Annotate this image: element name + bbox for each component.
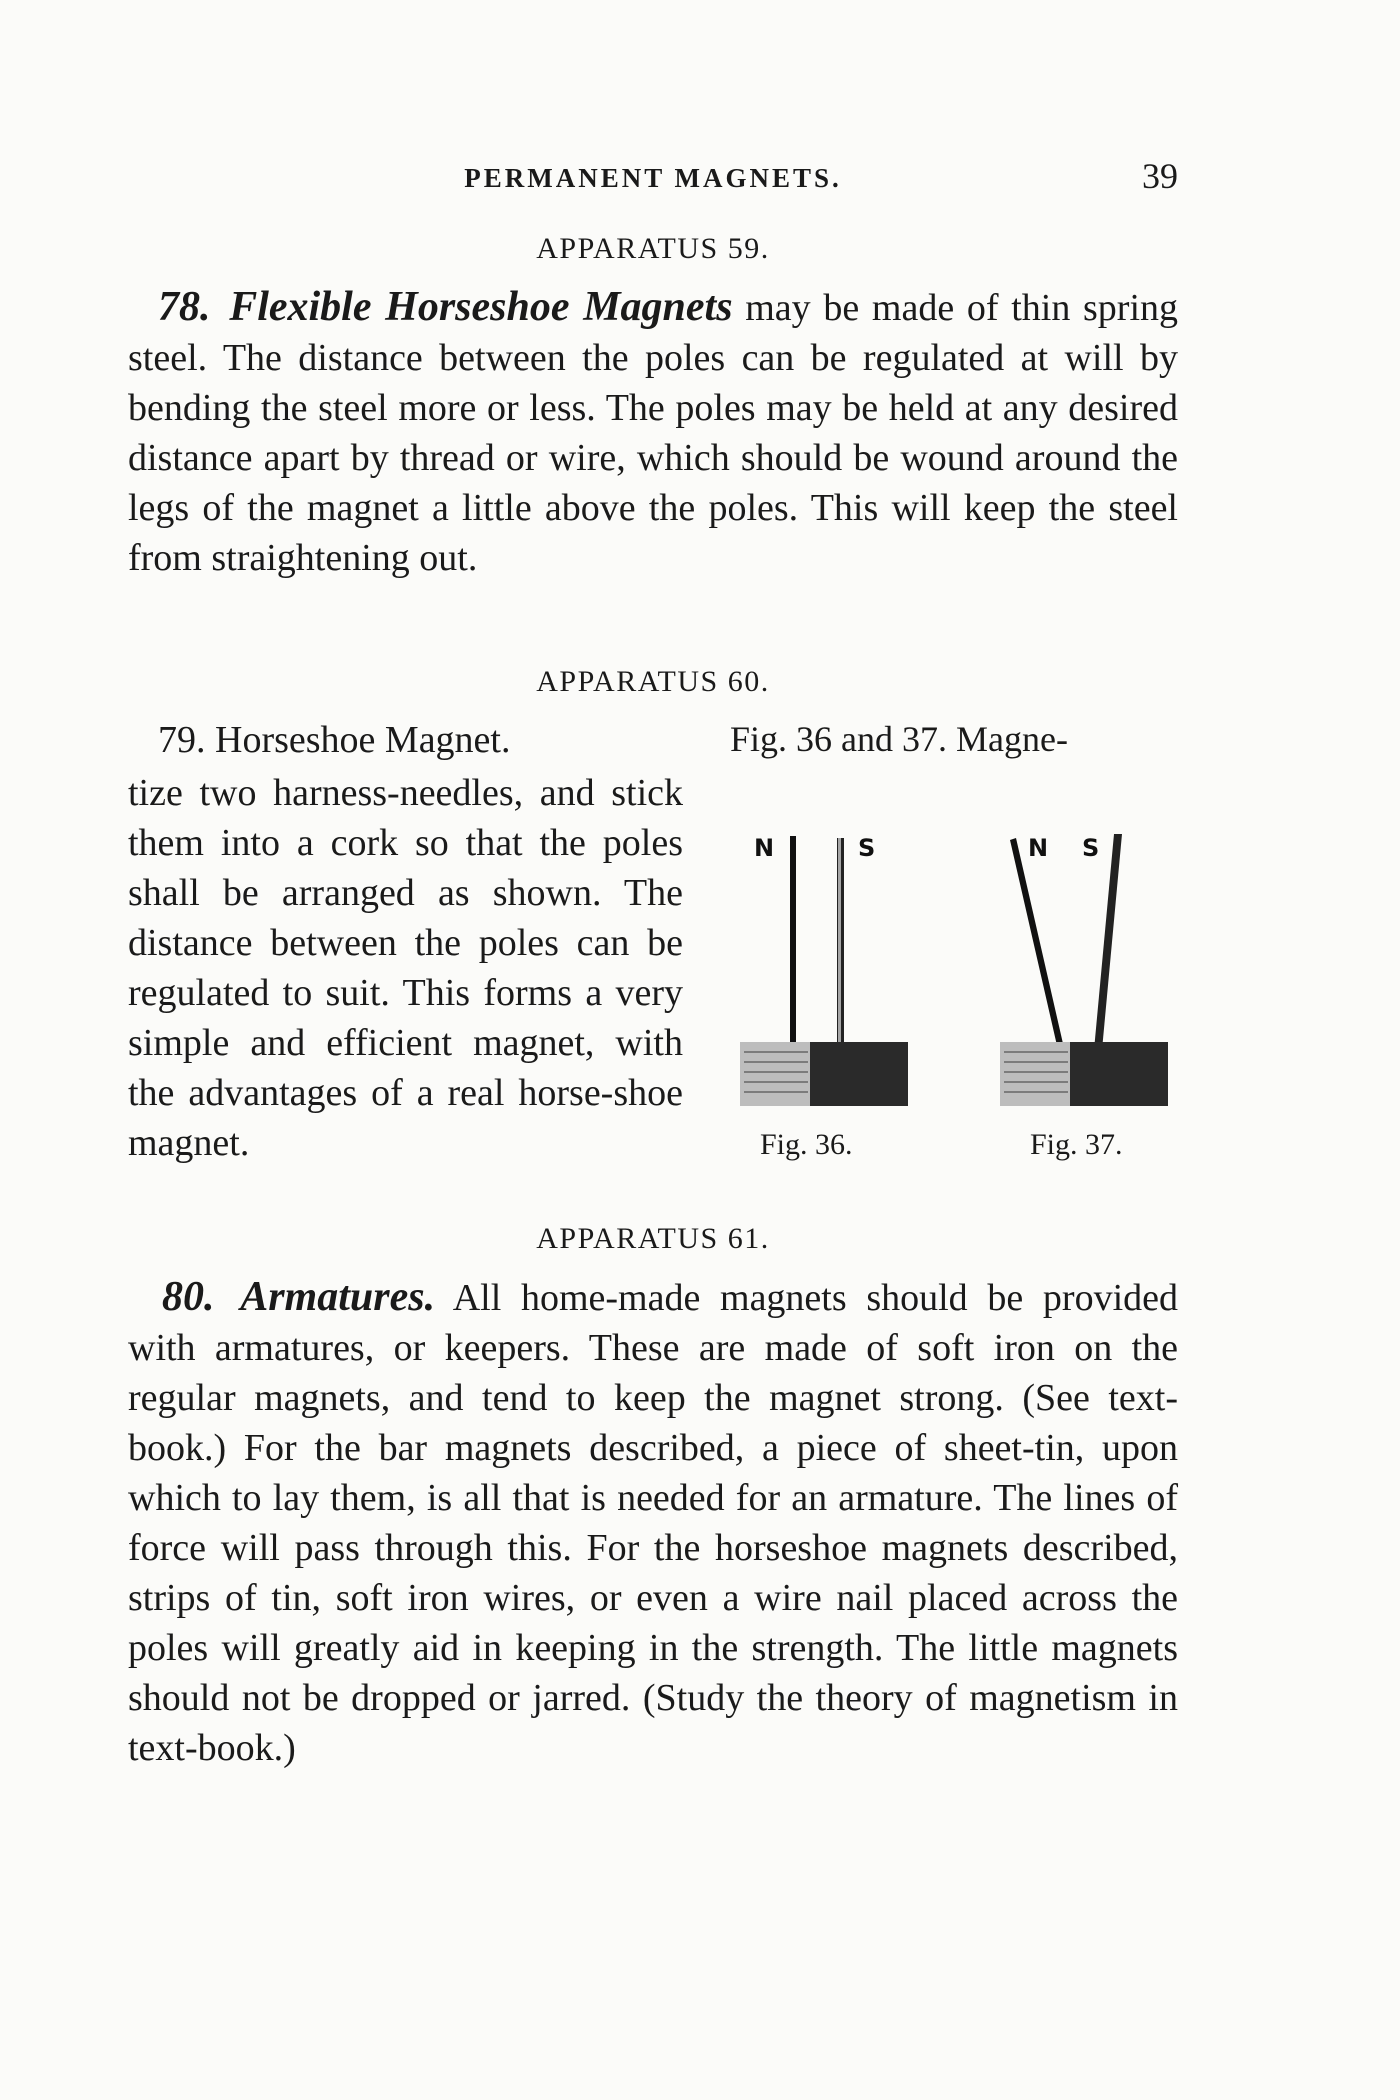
section-body: All home-made magnets should be provided with armatures, or keepers. These are made of soft iron on the regular magnets, and tend to keep the magnet strong. (See text-book.) For the bar magnets described, a piece of sheet-tin, upon which to lay them, is all that is needed for an armature. The lines of force will pass through this. For the horseshoe magnets described, strips of tin, soft iron wires, or even a wire nail placed across the poles will greatly aid in keeping in the strength. The little magnets should not be dropped or jarred. (Study the theory of magnetism in text-book.) bbox=[128, 1277, 1179, 1769]
running-title: PERMANENT MAGNETS. bbox=[464, 163, 842, 193]
south-pole-label: S bbox=[1082, 834, 1100, 862]
section-79-body: tize two harness-needles, and stick them into a cork so that the poles shall be arranged as shown. The distance between the poles can be regulated to suit. This forms a very simple and efficient magnet, with the advantages of a real horse-shoe magnet. bbox=[128, 772, 683, 1164]
section-body: may be made of thin spring steel. The distance between the poles can be regulated at will by bending the steel more or less. The poles may be held at any desired distance apart by thread or wire, which should be wound around the legs of the magnet a little above the poles. This will keep the steel from straightening out. bbox=[128, 287, 1179, 579]
figure-36 bbox=[730, 820, 920, 1110]
section-title: Armatures. bbox=[240, 1274, 436, 1320]
figure-37-illustration bbox=[990, 820, 1180, 1110]
page-header bbox=[128, 155, 1178, 205]
section-number: 80. bbox=[162, 1274, 215, 1320]
section-78-paragraph bbox=[128, 282, 1178, 583]
figure-reference: Fig. 36 and 37. Magne- bbox=[730, 719, 1068, 759]
page-number: 39 bbox=[1142, 156, 1178, 196]
section-number: 78. bbox=[158, 284, 211, 330]
south-pole-label: S bbox=[858, 834, 876, 862]
needle bbox=[790, 836, 796, 1051]
north-pole-label: N bbox=[754, 834, 775, 862]
figure-36-caption: Fig. 36. bbox=[760, 1128, 853, 1161]
figure-37 bbox=[990, 820, 1180, 1110]
north-pole-label: N bbox=[1028, 834, 1049, 862]
apparatus-heading: APPARATUS 61. bbox=[536, 1222, 770, 1255]
section-title: Flexible Horseshoe Magnets bbox=[229, 284, 733, 330]
apparatus-heading: APPARATUS 60. bbox=[536, 665, 770, 698]
figure-36-illustration bbox=[730, 820, 920, 1110]
section-80-paragraph bbox=[128, 1272, 1178, 1773]
needle bbox=[1010, 838, 1064, 1050]
section-79-lead bbox=[128, 715, 688, 765]
figure-37-caption: Fig. 37. bbox=[1030, 1128, 1123, 1161]
section-title: Horseshoe Magnet. bbox=[215, 719, 511, 761]
needle bbox=[1094, 834, 1122, 1050]
apparatus-heading: APPARATUS 59. bbox=[536, 232, 770, 265]
section-number: 79. bbox=[158, 719, 206, 761]
